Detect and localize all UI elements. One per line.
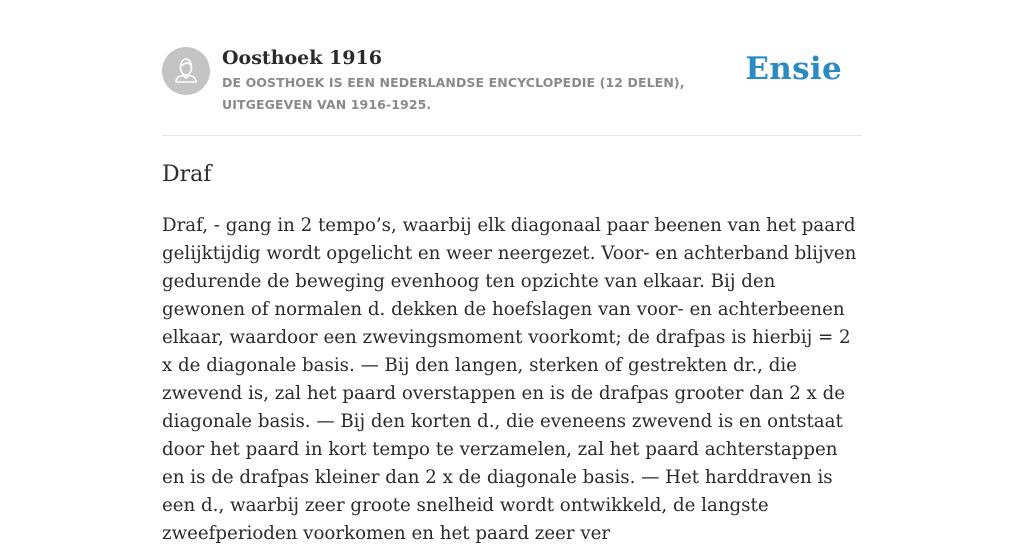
ensie-logo[interactable]: Ensie	[745, 51, 842, 87]
avatar[interactable]	[162, 47, 210, 95]
source-name[interactable]: Oosthoek 1916	[222, 47, 382, 69]
user-icon	[162, 47, 210, 95]
entry-body: Draf, - gang in 2 tempo’s, waarbij elk diagonaal paar beenen van het paard gelijktijdig wordt opgelicht en weer neergezet. Voor- en achterband blijven gedurende de beweging evenhoog ten opzichte van elkaar. Bij den gewonen of normalen d. dekken de hoefslagen van voor- en achterbeenen elkaar, waardoor een zwevingsmoment voorkomt; de drafpas is hierbij = 2 x de diagonale basis. — Bij den langen, sterken of gestrekten dr., die zwevend is, zal het paard overstappen en is de drafpas grooter dan 2 x de diagonale basis. — Bij den korten d., die eveneens zwevend is en ontstaat door het paard in kort tempo te verzamelen, zal het paard achterstappen en is de drafpas kleiner dan 2 x de diagonale basis. — Het harddraven is een d., waarbij zeer groote snelheid wordt ontwikkeld, de langste zweefperioden voorkomen en het paard zeer ver	[162, 215, 857, 544]
page-container	[162, 0, 862, 544]
source-description: DE OOSTHOEK IS EEN NEDERLANDSE ENCYCLOPEDIE (12 DELEN), UITGEGEVEN VAN 1916-1925.	[222, 75, 685, 112]
entry-title: Draf	[162, 162, 212, 187]
source-header	[162, 0, 862, 136]
